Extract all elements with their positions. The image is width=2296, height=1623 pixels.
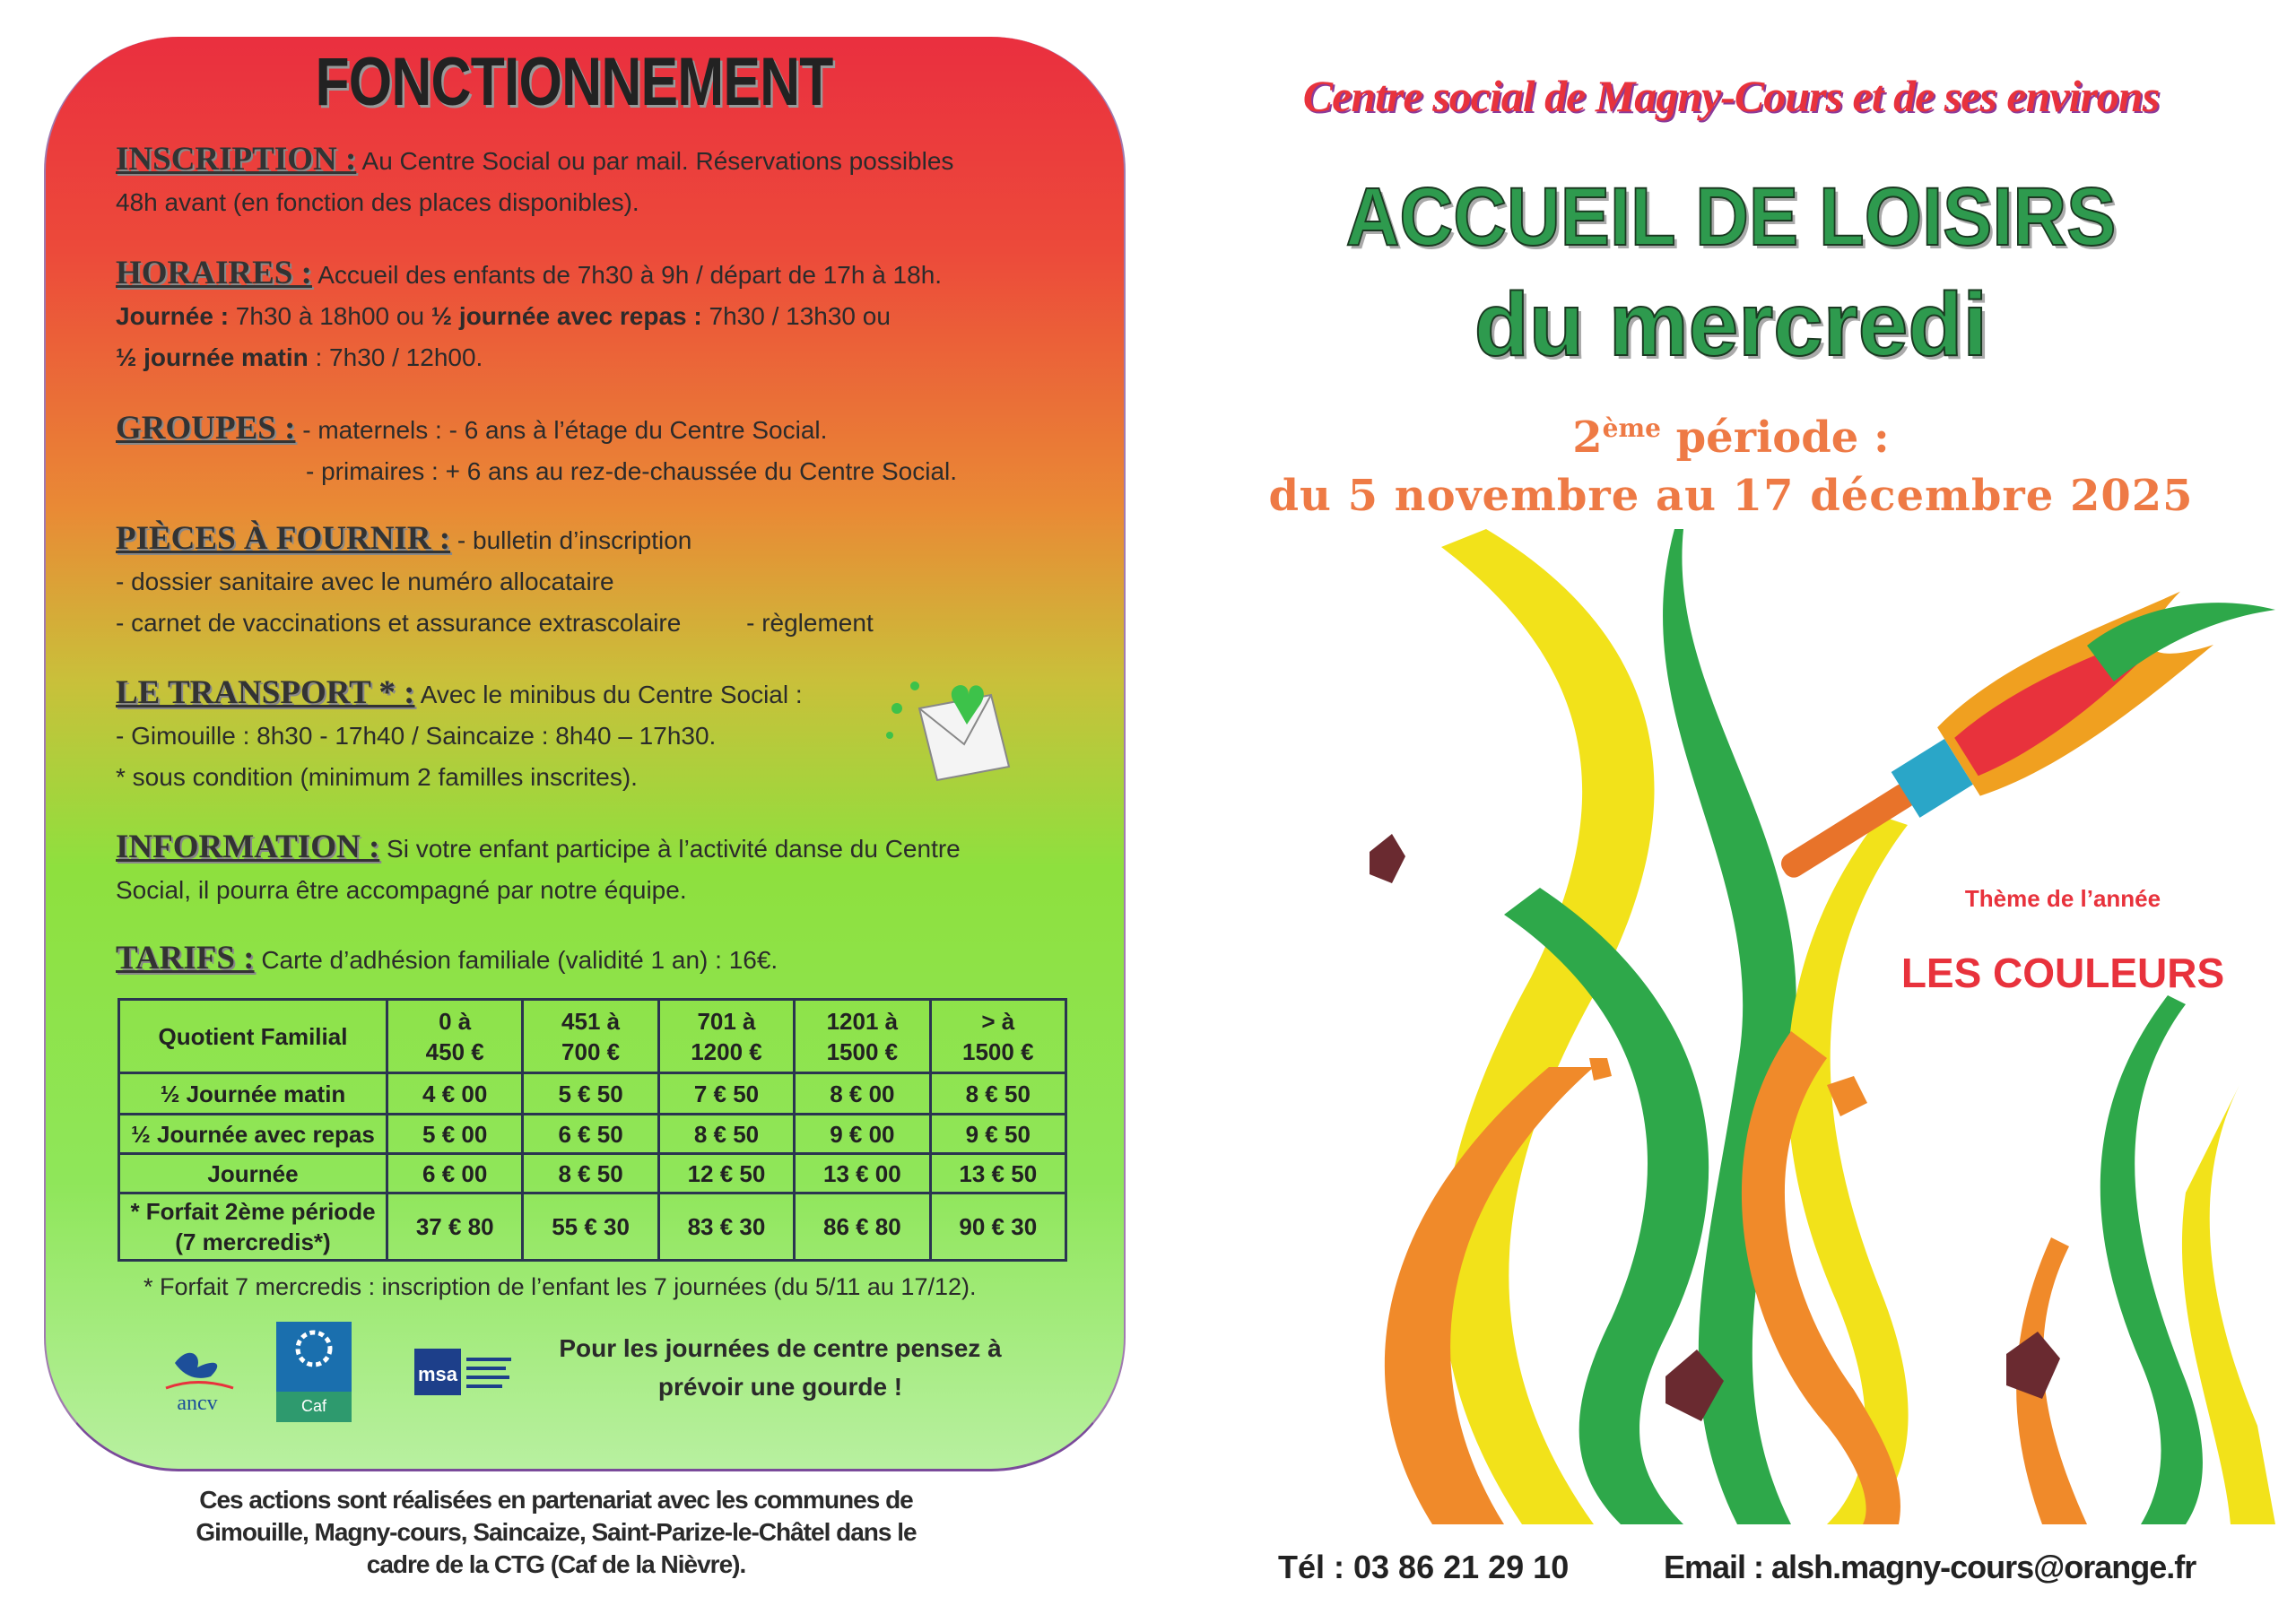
organization-name: Centre social de Magny-Cours et de ses environs [1302, 71, 2160, 121]
inscription-heading: INSCRIPTION : [116, 141, 357, 178]
pieces-text: - carnet de vaccinations et assurance extrascolaire [116, 609, 682, 637]
price-cell: 4 € 00 [387, 1073, 523, 1115]
row-label-cell: Journée [119, 1154, 387, 1193]
price-cell: 701 à 1200 € [658, 1000, 794, 1073]
price-cell: 83 € 30 [658, 1193, 794, 1261]
price-cell: 55 € 30 [523, 1193, 658, 1261]
gourde-reminder [529, 1329, 1031, 1406]
email-address: Email : alsh.magny-cours@orange.fr [1664, 1549, 2196, 1585]
msa-logo [414, 1349, 522, 1402]
main-title: ACCUEIL DE LOISIRS [1345, 171, 2117, 263]
pieces-heading: PIÈCES À FOURNIR : [116, 520, 451, 557]
row-label-cell: * Forfait 2ème période (7 mercredis*) [119, 1193, 387, 1261]
tarifs-text: Carte d’adhésion familiale (validité 1 an) : 16€. [261, 946, 778, 974]
partner-line: Ces actions sont réalisées en partenariat avec les communes de [199, 1486, 913, 1514]
transport-text: Avec le minibus du Centre Social : [420, 681, 803, 708]
price-cell: 5 € 50 [523, 1073, 658, 1115]
ancv-logo [148, 1336, 247, 1417]
partner-line: Gimouille, Magny-cours, Saincaize, Saint-Parize-le-Châtel dans le [196, 1518, 917, 1546]
tarifs-heading: TARIFS : [116, 940, 255, 976]
horaires-text: ½ journée avec repas : [430, 302, 702, 330]
msa-logo-text: msa [417, 1363, 458, 1385]
price-cell: 86 € 80 [795, 1193, 930, 1261]
price-cell: 0 à 450 € [387, 1000, 523, 1073]
price-cell: 451 à 700 € [523, 1000, 658, 1073]
pieces-text: - dossier sanitaire avec le numéro allocataire [116, 568, 614, 595]
pieces-text: - bulletin d’inscription [457, 526, 692, 554]
period-dates: du 5 novembre au 17 décembre 2025 [1268, 471, 2194, 521]
fonctionnement-title: FONCTIONNEMENT [315, 44, 833, 120]
partner-line: cadre de la CTG (Caf de la Nièvre). [366, 1550, 746, 1578]
period-text: période : [1660, 412, 1890, 463]
horaires-heading: HORAIRES : [116, 255, 312, 291]
table-row [119, 1115, 1066, 1154]
groupes-text: - primaires : + 6 ans au rez-de-chaussée du Centre Social. [306, 457, 958, 485]
caf-logo [276, 1322, 352, 1422]
caf-logo-text: Caf [300, 1397, 327, 1415]
groupes-heading: GROUPES : [116, 410, 296, 447]
gourde-text: prévoir une gourde ! [657, 1373, 903, 1401]
gourde-text: Pour les journées de centre pensez à [559, 1334, 1002, 1362]
information-heading: INFORMATION : [116, 829, 380, 865]
row-label-cell: ½ Journée matin [119, 1073, 387, 1115]
inscription-text: 48h avant (en fonction des places disponibles). [116, 188, 639, 216]
information-section [116, 827, 961, 911]
envelope-heart-icon [879, 655, 1031, 798]
forfait-footnote: * Forfait 7 mercredis : inscription de l’enfant les 7 journées (du 5/11 au 17/12). [144, 1273, 977, 1300]
horaires-text: 7h30 / 13h30 ou [701, 302, 891, 330]
price-cell: 13 € 50 [930, 1154, 1065, 1193]
partnership-text [108, 1484, 1004, 1581]
price-cell: 7 € 50 [658, 1073, 794, 1115]
horaires-text: Accueil des enfants de 7h30 à 9h / départ de 17h à 18h. [317, 261, 943, 289]
horaires-text: ½ journée matin [116, 343, 309, 371]
row-label-cell: ½ Journée avec repas [119, 1115, 387, 1154]
main-subtitle: du mercredi [1474, 274, 1988, 375]
price-cell: > à 1500 € [930, 1000, 1065, 1073]
table-row [119, 1154, 1066, 1193]
tarifs-table [117, 998, 1067, 1262]
price-cell: 8 € 50 [930, 1073, 1065, 1115]
transport-section [116, 673, 803, 798]
transport-text: - Gimouille : 8h30 - 17h40 / Saincaize : 8h40 – 17h30. [116, 722, 717, 750]
theme-title: LES COULEURS [1900, 950, 2225, 996]
table-row [119, 1073, 1066, 1115]
ancv-logo-text: ancv [177, 1392, 218, 1415]
price-cell: 5 € 00 [387, 1115, 523, 1154]
period-number: 2 [1572, 412, 1603, 463]
inscription-section [116, 139, 953, 223]
groupes-text: - maternels : - 6 ans à l’étage du Centre Social. [302, 416, 828, 444]
row-label-cell: Quotient Familial [119, 1000, 387, 1073]
price-cell: 6 € 00 [387, 1154, 523, 1193]
phone-number: Tél : 03 86 21 29 10 [1278, 1549, 1570, 1585]
period-sup: ème [1602, 413, 1661, 443]
colorful-flames-illustration [1325, 529, 2284, 1524]
transport-text: * sous condition (minimum 2 familles inscrites). [116, 763, 638, 791]
price-cell: 90 € 30 [930, 1193, 1065, 1261]
table-row [119, 1000, 1066, 1073]
groupes-section [116, 408, 957, 492]
inscription-text: Au Centre Social ou par mail. Réservations possibles [361, 147, 954, 175]
price-cell: 37 € 80 [387, 1193, 523, 1261]
horaires-text: : 7h30 / 12h00. [308, 343, 483, 371]
horaires-text: 7h30 à 18h00 ou [229, 302, 431, 330]
price-cell: 12 € 50 [658, 1154, 794, 1193]
price-cell: 6 € 50 [523, 1115, 658, 1154]
price-cell: 8 € 00 [795, 1073, 930, 1115]
price-cell: 9 € 00 [795, 1115, 930, 1154]
transport-heading: LE TRANSPORT * : [116, 674, 415, 711]
period-title [1166, 412, 2296, 463]
price-cell: 9 € 50 [930, 1115, 1065, 1154]
information-text: Social, il pourra être accompagné par notre équipe. [116, 876, 687, 904]
horaires-section [116, 253, 942, 378]
price-cell: 13 € 00 [795, 1154, 930, 1193]
horaires-text: Journée : [116, 302, 230, 330]
table-row [119, 1193, 1066, 1261]
tarifs-section [116, 938, 778, 981]
price-cell: 8 € 50 [523, 1154, 658, 1193]
price-cell: 1201 à 1500 € [795, 1000, 930, 1073]
pieces-section [116, 518, 874, 644]
information-text: Si votre enfant participe à l’activité danse du Centre [387, 835, 961, 863]
theme-label: Thème de l’année [1964, 885, 2161, 912]
pieces-text: - règlement [746, 609, 874, 637]
price-cell: 8 € 50 [658, 1115, 794, 1154]
